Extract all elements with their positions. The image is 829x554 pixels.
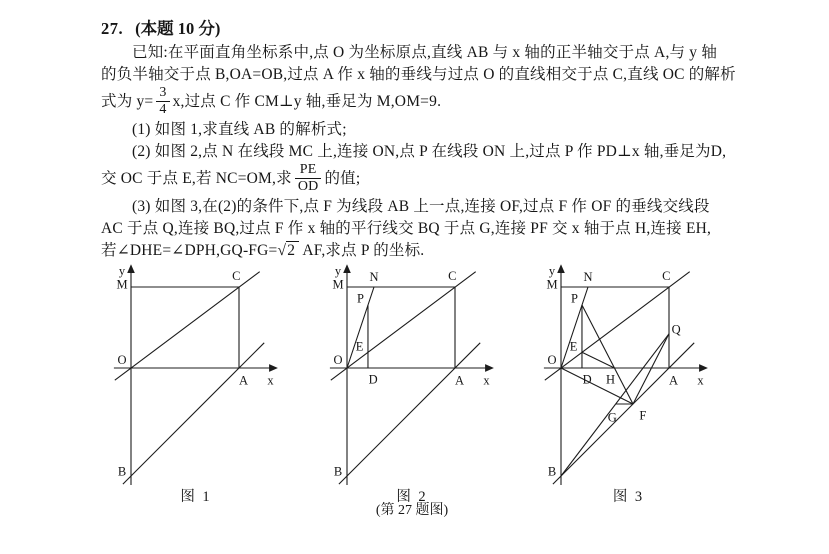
point-label-A: A	[454, 373, 465, 388]
point-label-A: A	[238, 373, 249, 388]
question-3-line-2: AC 于点 Q,连接 BQ,过点 F 作 x 轴的平行线交 BQ 于点 G,连接 PF 交 x 轴于点 H,连接 EH,	[101, 220, 712, 238]
point-label-N: N	[369, 270, 379, 285]
fraction-denominator: 4	[156, 101, 169, 118]
point-label-A: A	[668, 373, 679, 388]
fraction-numerator: PE	[299, 162, 317, 178]
figure-2-caption: 图 2	[396, 489, 428, 505]
figure-3-canvas	[541, 262, 716, 488]
point-label-B: B	[117, 464, 127, 479]
intro-line-3	[101, 86, 799, 119]
question-2-line-2-pre: 交 OC 于点 E,若 NC=OM,求	[101, 170, 292, 188]
figure-1	[111, 262, 281, 505]
intro-line-2: 的负半轴交于点 B,OA=OB,过点 A 作 x 轴的垂线与过点 O 的直线相交于点 C,直线 OC 的解析	[101, 66, 736, 83]
question-3-line-3	[101, 240, 799, 262]
figure-segment	[553, 343, 694, 484]
figure-1-canvas	[111, 262, 281, 488]
point-label-x: x	[697, 373, 704, 388]
figure-1-drawing	[111, 262, 281, 488]
problem-heading	[101, 16, 799, 42]
point-label-C: C	[232, 269, 241, 284]
figure-segment	[115, 272, 260, 380]
point-label-G: G	[607, 410, 617, 425]
point-label-O: O	[117, 352, 127, 367]
point-label-C: C	[662, 269, 671, 284]
point-label-C: C	[448, 269, 457, 284]
figure-segment	[582, 352, 614, 368]
figure-segment	[339, 343, 480, 484]
question-2-line-1: (2) 如图 2,点 N 在线段 MC 上,连接 ON,点 P 在线段 ON 上,过点 P 作 PD⊥x 轴,垂足为D,	[132, 143, 727, 161]
fraction-numerator: 3	[159, 85, 167, 100]
fraction-three-fourths	[156, 85, 169, 118]
figure-2-canvas	[327, 262, 497, 488]
point-label-M: M	[332, 277, 344, 292]
intro-line-3-post: x,过点 C 作 CM⊥y 轴,垂足为 M,OM=9.	[172, 93, 442, 111]
figure-segment	[331, 272, 476, 380]
point-label-P: P	[357, 291, 364, 306]
figure-2-drawing	[327, 262, 497, 488]
figure-2	[327, 262, 497, 505]
figure-3-drawing	[541, 262, 716, 488]
fraction-pe-od	[295, 162, 322, 195]
point-label-H: H	[605, 372, 616, 387]
point-label-E: E	[569, 339, 578, 354]
figures-group-caption: (第 27 题图)	[375, 503, 449, 518]
point-label-M: M	[546, 277, 558, 292]
figure-segment	[633, 334, 669, 404]
question-3-line-3-post: AF,求点 P 的坐标.	[299, 242, 425, 260]
problem-score-title: (本题 10 分)	[135, 19, 221, 38]
point-label-y: y	[118, 263, 126, 278]
point-label-O: O	[547, 352, 557, 367]
figure-3	[541, 262, 716, 505]
point-label-x: x	[483, 373, 490, 388]
problem-number: 27.	[101, 19, 124, 38]
figure-segment	[545, 272, 690, 380]
figure-segment	[561, 368, 633, 404]
question-2-line-2	[101, 163, 799, 196]
point-label-y: y	[548, 263, 556, 278]
point-label-D: D	[582, 372, 592, 387]
intro-line-3-pre: 式为 y=	[101, 93, 154, 111]
square-root-radicand: 2	[286, 241, 299, 259]
question-1-line: (1) 如图 1,求直线 AB 的解析式;	[132, 121, 347, 139]
question-3-line-1: (3) 如图 3,在(2)的条件下,点 F 为线段 AB 上一点,连接 OF,过点 F 作 OF 的垂线交线段	[132, 198, 710, 216]
square-root-expression: √2	[277, 241, 299, 259]
point-label-Q: Q	[671, 322, 681, 337]
point-label-M: M	[116, 277, 128, 292]
point-label-B: B	[333, 464, 343, 479]
fraction-denominator: OD	[295, 178, 322, 195]
point-label-B: B	[547, 464, 557, 479]
point-label-y: y	[334, 263, 342, 278]
point-label-P: P	[571, 291, 578, 306]
figure-3-caption: 图 3	[612, 489, 645, 505]
figure-segment	[123, 343, 264, 484]
intro-line-1: 已知:在平面直角坐标系中,点 O 为坐标原点,直线 AB 与 x 轴的正半轴交于点 A,与 y 轴	[132, 44, 718, 61]
figure-1-caption: 图 1	[180, 489, 212, 505]
point-label-O: O	[333, 352, 343, 367]
point-label-E: E	[355, 339, 364, 354]
point-label-D: D	[368, 372, 378, 387]
question-3-line-3-pre: 若∠DHE=∠DPH,GQ-FG=	[101, 242, 278, 260]
figure-segment	[561, 334, 669, 476]
question-2-line-2-post: 的值;	[324, 170, 361, 188]
point-label-F: F	[639, 408, 647, 423]
problem-text-block	[101, 16, 799, 262]
point-label-x: x	[267, 373, 274, 388]
point-label-N: N	[583, 270, 593, 285]
